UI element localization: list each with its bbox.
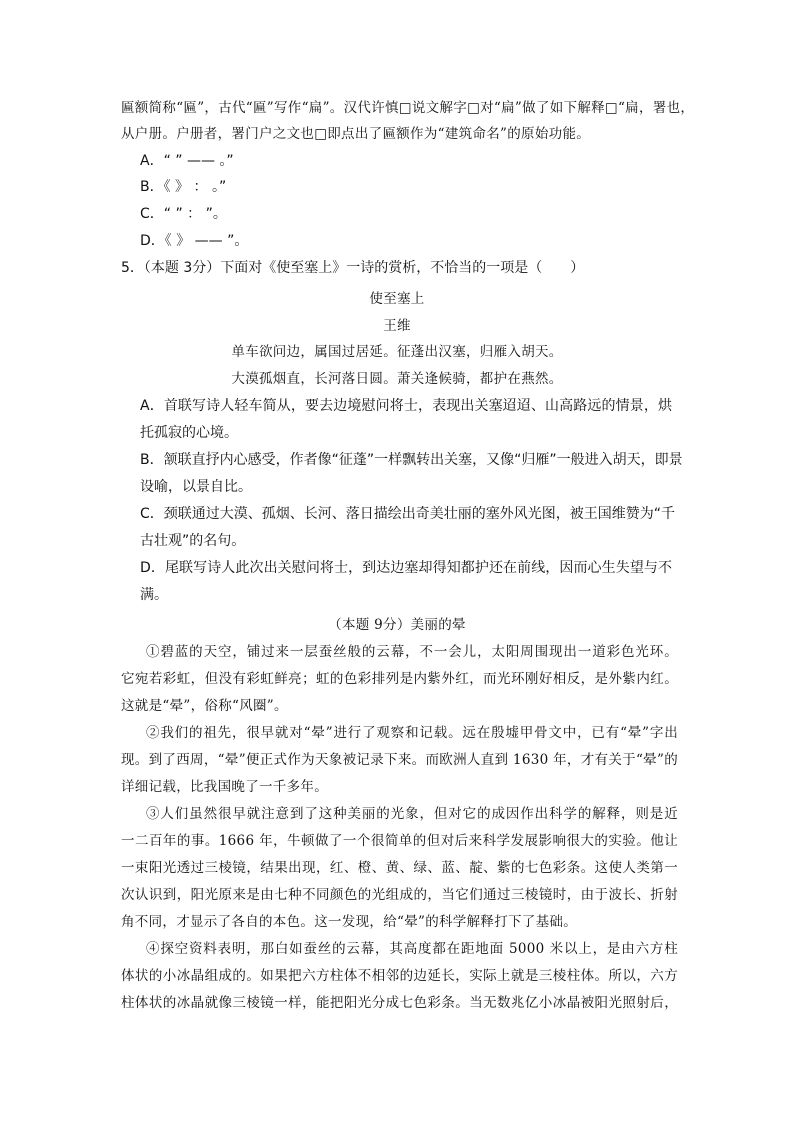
- passage-p2-line3: 详细记载，比我国晚了一千多年。: [121, 779, 328, 795]
- passage-p3-line3: 一束阳光透过三棱镜，结果出现，红、橙、黄、绿、蓝、靛、紫的七色彩条。这使人类第一: [121, 860, 678, 876]
- passage-p3-line5: 角不同，才显示了各自的本色。这一发现，给“晕”的科学解释打下了基础。: [121, 914, 578, 930]
- poem-title: 使至塞上: [369, 291, 425, 307]
- q5-option-d-line2: 满。: [140, 587, 168, 603]
- passage-p3-line1: ③人们虽然很早就注意到了这种美丽的光象，但对它的成因作出科学的解释，则是近: [146, 806, 678, 822]
- q5-option-b-line1: B．颔联直抒内心感受，作者像“征蓬”一样飘转出关塞，又像“归雁”一般进入胡天，即景: [140, 452, 683, 468]
- passage-p1-line1: ①碧蓝的天空，铺过来一层蚕丝般的云幕，不一会儿，太阳周围现出一道彩色光环。: [146, 644, 678, 660]
- q4-option-c: C．“ ” ： ”。: [140, 206, 227, 222]
- q4-option-d: D．《 》 —— ”。: [140, 233, 249, 249]
- passage-p3-line2: 一二百年的事。1666 年，牛顿做了一个很简单的但对后来科学发展影响很大的实验。他让: [121, 833, 678, 849]
- passage-p2-line2: 现。到了西周，“晕”便正式作为天象被记录下来。而欧洲人直到 1630 年，才有关于“晕”的: [121, 752, 678, 768]
- poem-author: 王维: [383, 318, 411, 334]
- passage-p4-line1: ④探空资料表明，那白如蚕丝的云幕，其高度都在距地面 5000 米以上，是由六方柱: [146, 941, 678, 957]
- passage-p1-line2: 它宛若彩虹，但没有彩虹鲜亮；虹的色彩排列是内紫外红，而光环刚好相反，是外紫内红。: [121, 671, 678, 687]
- intro-line-2: 从户册。户册者，署门户之文也□即点出了匾额作为“建筑命名”的原始功能。: [121, 126, 591, 142]
- q5-option-b-line2: 设喻，以景自比。: [140, 479, 252, 495]
- q5-option-a-line2: 托孤寂的心境。: [140, 425, 238, 441]
- passage-p4-line2: 体状的小冰晶组成的。如果把六方柱体不相邻的边延长，实际上就是三棱柱体。所以，六方: [121, 968, 678, 984]
- q5-stem: 5．（本题 3分）下面对《使至塞上》一诗的赏析，不恰当的一项是（ ）: [121, 260, 585, 276]
- q5-option-a-line1: A．首联写诗人轻车简从，要去边境慰问将士，表现出关塞迢迢、山高路远的情景，烘: [140, 398, 672, 414]
- passage-p2-line1: ②我们的祖先，很早就对“晕”进行了观察和记载。远在殷墟甲骨文中，已有“晕”字出: [146, 725, 678, 741]
- q4-option-b: B．《 》 ： 。”: [140, 179, 227, 195]
- q4-option-a: A．“ ” —— 。”: [140, 153, 234, 169]
- poem-line-2: 大漠孤烟直，长河落日圆。萧关逢候骑，都护在燕然。: [231, 371, 563, 387]
- poem-line-1: 单车欲问边，属国过居延。征蓬出汉塞，归雁入胡天。: [231, 344, 563, 360]
- q5-option-c-line1: C．颈联通过大漠、孤烟、长河、落日描绘出奇美壮丽的塞外风光图，被王国维赞为“千: [140, 506, 676, 522]
- passage-p1-line3: 这就是“晕”，俗称“风圈”。: [121, 698, 288, 714]
- passage-title: （本题 9分）美丽的晕: [328, 617, 466, 633]
- passage-p4-line3: 柱体状的冰晶就像三棱镜一样，能把阳光分成七色彩条。当无数兆亿小冰晶被阳光照射后，: [121, 995, 678, 1011]
- q5-option-d-line1: D．尾联写诗人此次出关慰问将士，到达边塞却得知都护还在前线，因而心生失望与不: [140, 560, 672, 576]
- q5-option-c-line2: 古壮观”的名句。: [140, 533, 246, 549]
- intro-line-1: 匾额简称“匾”，古代“匾”写作“扁”。汉代许慎□说文解字□对“扁”做了如下解释□“扁，署也，: [121, 100, 695, 116]
- passage-p3-line4: 次认识到，阳光原来是由七种不同颜色的光组成的，当它们通过三棱镜时，由于波长、折射: [121, 887, 678, 903]
